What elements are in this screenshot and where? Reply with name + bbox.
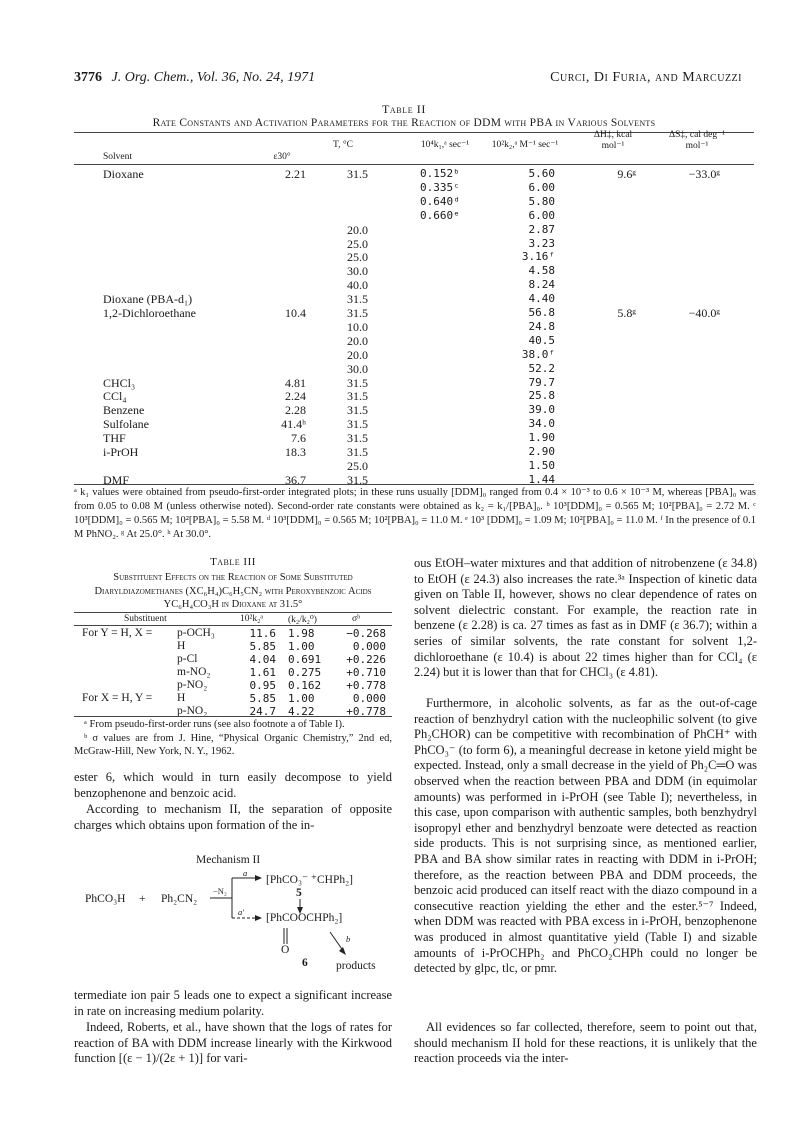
table2-cell-t: 25.0: [347, 458, 368, 473]
table3-header-sigma: σᵇ: [352, 614, 361, 624]
table2-cell-k2: 1.50: [528, 458, 555, 472]
table2-cell-solvent: Dioxane (PBA-d₁): [103, 292, 193, 307]
table3-header-substituent: Substituent: [124, 614, 167, 624]
table2-cell-solvent: CCl₄: [103, 389, 127, 404]
table2-cell-eps: 2.28: [285, 403, 306, 418]
table2-cell-t: 25.0: [347, 250, 368, 265]
table2-cell-t: 31.5: [347, 417, 368, 432]
table3-cell-ratio: 0.162: [288, 679, 322, 692]
table3-cell-ratio: 1.98: [288, 627, 315, 640]
table3-cell-ratio: 0.275: [288, 666, 322, 679]
table3-cell-sigma: +0.778: [346, 705, 386, 718]
mechanism-carbonyl-oxygen: O: [281, 944, 290, 956]
table3-cell-sub: H: [177, 640, 186, 652]
table3-cell-ratio: 1.00: [288, 692, 315, 705]
table2-cell-t: 31.5: [347, 167, 368, 181]
table2-header-dh: ΔH‡, kcal mol⁻¹: [593, 130, 633, 151]
table2-cell-solvent: CHCl₃: [103, 375, 136, 390]
table2-cell-eps: 2.24: [285, 389, 306, 404]
table3-cell-sub: p-Cl: [177, 653, 198, 665]
table2-header-solvent: Solvent: [103, 152, 133, 162]
table2-cell-k2: 1.44: [528, 472, 555, 486]
table2-cell-ds: −33.0ᵍ: [688, 167, 720, 181]
table2-cell-k1: 0.660ᵉ: [420, 208, 460, 222]
left-paragraph-2: According to mechanism II, the separation of opposite charges which obtains upon formation of the in-: [74, 802, 392, 832]
table2-cell-ds: −40.0ᵍ: [688, 306, 720, 320]
table2-cell-k1: 0.640ᵈ: [420, 194, 460, 208]
mechanism-plus: +: [139, 893, 146, 905]
left-paragraph-1: ester 6, which would in turn easily decompose to yield benzophenone and benzoic acid.: [74, 770, 392, 800]
table2-cell-k2: 3.16ᶠ: [521, 250, 555, 264]
table2-cell-k2: 2.90: [528, 445, 555, 458]
table2-cell-t: 25.0: [347, 236, 368, 251]
mechanism-compound-5: 5: [296, 887, 302, 899]
table2-cell-t: 30.0: [347, 264, 368, 279]
right-paragraph-2: Furthermore, in alcoholic solvents, as far as the out-of-cage reaction of benzhydryl cation with the nucleophilic solvent (to give Ph₂CHOR) can be competitive with recombination of PhCH⁺ with PhCO₃⁻ (to form 6), a meaningful decrease in ketone yield might be expected. Instead, only a small decrease in the yield of Ph₂C═O was observed when the reaction between PBA and DDM (in equimolar amounts) was performed in i-PrOH (see Table I); nevertheless, in this case, upon comparison with authentic samples, both benzhydryl isopropyl ether and benzhydryl benzoate were detected as reaction side products. This is not surprising since, as mentioned earlier, PBA and BA show similar rates in reacting with DDM in i-PrOH; therefore, as the reaction between PBA and DDM proceeds, the benzoic acid produced can itself react with the diazo compound in a consecutive reaction yielding the ether and the ester.⁵⁻⁷ Indeed, when DDM was reacted with PBA excess in i-PrOH, benzophenone was produced in almost quantitative yield (Table I) and sizable amounts of i-PrOCHPh₂ and PhCO₂CHPh could no longer be detected by glpc, tlc, or pmr.: [414, 696, 757, 976]
table2-cell-t: 20.0: [347, 347, 368, 362]
table2-header-temp: T, °C: [333, 140, 353, 150]
mechanism-minus-n2: −N₂: [213, 886, 227, 896]
mechanism-reactant-acid: PhCO₃H: [85, 893, 126, 905]
table3-cell-sigma: +0.710: [346, 666, 386, 679]
table2-cell-k2: 2.87: [528, 222, 555, 236]
table2-cell-k2: 25.8: [528, 389, 555, 403]
table2-cell-k2: 1.90: [528, 431, 555, 445]
table2-cell-k2: 4.40: [528, 292, 555, 306]
table3-cell-sigma: 0.000: [352, 640, 386, 653]
left-paragraph-4: Indeed, Roberts, et al., have shown that the logs of rates for reaction of BA with DDM increase linearly with the Kirkwood function [(ε − 1)/(2ε + 1)] for vari-: [74, 1020, 392, 1066]
table2-header-k2: 10²k₂,ᵃ M⁻¹ sec⁻¹: [491, 140, 559, 150]
table2-cell-eps: 18.3: [285, 445, 306, 459]
table2-cell-k2: 6.00: [528, 180, 555, 194]
mechanism-ion-pair: [PhCO₃⁻ ⁺CHPh₂]: [266, 874, 353, 886]
table2-cell-k2: 40.5: [528, 333, 555, 347]
table3-cell-k2: 24.7: [249, 705, 276, 718]
table2-cell-t: 20.0: [347, 333, 368, 348]
table2-cell-t: 31.5: [347, 445, 368, 459]
table2-cell-k2: 79.7: [528, 375, 555, 389]
running-header-authors: Curci, Di Furia, and Marcuzzi: [550, 70, 742, 85]
table2-cell-solvent: Dioxane: [103, 167, 144, 181]
table3-cell-sub: p-OCH₃: [177, 627, 215, 639]
right-paragraph-3: All evidences so far collected, therefore, seem to point out that, should mechanism II hold for these reactions, it is unlikely that the reaction proceeds via the inter-: [414, 1020, 757, 1066]
table2-cell-k2: 52.2: [528, 361, 555, 375]
table2-cell-eps: 41.4ʰ: [281, 417, 306, 432]
table2-cell-eps: 7.6: [291, 431, 306, 446]
table3-title: Table III: [210, 556, 256, 568]
table2-cell-solvent: DMF: [103, 472, 130, 487]
page-number: 3776: [74, 70, 102, 85]
table2-cell-t: 20.0: [347, 222, 368, 237]
table2-header-k1: 10⁴k₁,ᵃ sec⁻¹: [420, 140, 470, 150]
table3-cell-sub: p-NO₂: [177, 705, 208, 717]
mechanism-path-a-label: a: [243, 868, 248, 878]
table3-cell-ratio: 4.22: [288, 705, 315, 718]
right-paragraph-1: ous EtOH–water mixtures and that addition of nitrobenzene (ε 34.8) to EtOH (ε 24.3) also increases the rate.³ᵃ Inspection of kinetic data given on Table II, however, shows no clear dependence of rates on solvent dielectric constant. For example, the reaction rate in benzene (ε 2.28) is ca. 27 times as fast as in DMF (ε 36.7); within a series of similar solvents, the rate constant for solvent 1,2-dichloroethane (ε 10.4) is about 22 times higher than for CCl₄ (ε 2.24) but it is lower than that for CHCl₃ (ε 4.81).: [414, 556, 757, 680]
table2-cell-solvent: 1,2-Dichloroethane: [103, 306, 196, 320]
table2-cell-solvent: Benzene: [103, 403, 145, 418]
table3-cell-k2: 0.95: [249, 679, 276, 692]
table3-cell-ratio: 0.691: [288, 653, 322, 666]
table2-cell-k2: 6.00: [528, 208, 555, 222]
mechanism-ester: [PhCOOCHPh₂]: [266, 912, 343, 924]
table3-footnote-a: ᵃ From pseudo-first-order runs (see also footnote a of Table I).: [84, 719, 345, 730]
left-paragraph-3: termediate ion pair 5 leads one to expect a significant increase in rate on increasing medium polarity.: [74, 988, 392, 1018]
table2-cell-k2: 38.0ᶠ: [521, 347, 555, 361]
table2-header-ds: ΔS‡, cal deg⁻¹ mol⁻¹: [669, 130, 725, 151]
table2-cell-eps: 4.81: [285, 375, 306, 390]
table2-header-eps: ε30°: [273, 152, 291, 162]
table2-cell-t: 31.5: [347, 375, 368, 390]
table3-header-ratio: (k₂/k₂⁰): [288, 615, 317, 625]
mechanism-path-a-prime-label: a′: [238, 907, 245, 917]
table3-cell-sub: m-NO₂: [177, 666, 211, 678]
table2-cell-k1: 0.335ᶜ: [420, 180, 460, 194]
table3-subtitle: Substituent Effects on the Reaction of Some Substituted Diaryldiazomethanes (XC₆H₄)C₆H₅CN₂ with Peroxybenzoic Acids YC₆H₄CO₃H in Dioxane at 31.5°: [94, 572, 372, 610]
table2-cell-k2: 5.60: [528, 167, 555, 180]
table2-cell-k2: 34.0: [528, 417, 555, 431]
table2-cell-eps: 10.4: [285, 306, 306, 320]
journal-citation: J. Org. Chem., Vol. 36, No. 24, 1971: [111, 70, 316, 85]
table3-cell-sub: p-NO₂: [177, 679, 208, 691]
table2-cell-t: 31.5: [347, 472, 368, 487]
table2-cell-t: 31.5: [347, 403, 368, 418]
table2-cell-dh: 5.8ᵍ: [617, 306, 636, 320]
table2-cell-t: 31.5: [347, 292, 368, 307]
table3-cell-sigma: +0.226: [346, 653, 386, 666]
table3-footnote-b: ᵇ σ values are from J. Hine, “Physical Organic Chemistry,” 2nd ed, McGraw-Hill, New York, N. Y., 1962.: [74, 732, 392, 757]
table2-cell-k2: 3.23: [528, 236, 555, 250]
table2-cell-eps: 2.21: [285, 167, 306, 181]
table2-cell-k2: 39.0: [528, 403, 555, 417]
table2-cell-solvent: i-PrOH: [103, 445, 139, 459]
table3-cell-sub: H: [177, 692, 186, 704]
table2-cell-t: 40.0: [347, 278, 368, 293]
mechanism-compound-6: 6: [302, 957, 308, 969]
table3-cell-sigma: +0.778: [346, 679, 386, 692]
mechanism-title: Mechanism II: [196, 854, 261, 866]
table2-subtitle: Rate Constants and Activation Parameters for the Reaction of DDM with PBA in Various Solvents: [152, 117, 656, 129]
table2-cell-k2: 5.80: [528, 194, 555, 208]
table2-cell-t: 10.0: [347, 319, 368, 334]
table2-cell-t: 31.5: [347, 389, 368, 404]
table2-title: Table II: [381, 102, 426, 116]
mechanism-products: products: [336, 960, 376, 972]
table3-cell-k2: 11.6: [249, 627, 276, 640]
table3-cell-for: For X = H, Y =: [82, 692, 153, 704]
table3-cell-ratio: 1.00: [288, 640, 315, 653]
table3-cell-k2: 4.04: [249, 653, 276, 666]
table3-cell-k2: 5.85: [249, 640, 276, 653]
table3-cell-sigma: −0.268: [346, 627, 386, 640]
table2-cell-t: 31.5: [347, 306, 368, 320]
table2-cell-solvent: THF: [103, 431, 126, 446]
table2-footnote: ᵃ k₁ values were obtained from pseudo-first-order integrated plots; in these runs usually [DDM]₀ ranged from 0.4 × 10⁻³ to 0.6 × 10⁻³ M, whereas [PBA]₀ was from 0.05 to 0.08 M (unless otherwise noted). Second-order rate constants were obtained as k₂ = k₁/[PBA]₀. ᵇ 10³[DDM]₀ = 0.565 M; 10²[PBA]₀ = 2.72 M. ᶜ 10³[DDM]₀ = 0.565 M; 10²[PBA]₀ = 5.58 M. ᵈ 10³[DDM]₀ = 0.565 M; 10²[PBA]₀ = 11.0 M. ᵉ 10³ [DDM]₀ = 1.09 M; 10²[PBA]₀ = 11.0 M. ᶠ In the presence of 0.1 M PhNO₂. ᵍ At 25.0°. ʰ At 30.0°.: [74, 487, 756, 540]
mechanism-path-b-label: b: [346, 934, 351, 944]
table2-cell-eps: 36.7: [285, 472, 306, 487]
mechanism-reactant-ddm: Ph₂CN₂: [161, 893, 198, 905]
table2-cell-t: 31.5: [347, 431, 368, 446]
table3-header-k2: 10²k₂ᵃ: [240, 614, 264, 624]
table2-cell-k2: 4.58: [528, 264, 555, 278]
table2-cell-k1: 0.152ᵇ: [420, 167, 460, 180]
table3-cell-k2: 5.85: [249, 692, 276, 705]
table2-cell-solvent: Sulfolane: [103, 417, 149, 432]
table3-cell-for: For Y = H, X =: [82, 627, 153, 639]
table2-cell-k2: 56.8: [528, 306, 555, 319]
table2-cell-t: 30.0: [347, 361, 368, 376]
table3-cell-sigma: 0.000: [352, 692, 386, 705]
table2-cell-k2: 8.24: [528, 278, 555, 292]
table2-cell-k2: 24.8: [528, 319, 555, 333]
table2-cell-dh: 9.6ᵍ: [617, 167, 636, 181]
table3-cell-k2: 1.61: [249, 666, 276, 679]
